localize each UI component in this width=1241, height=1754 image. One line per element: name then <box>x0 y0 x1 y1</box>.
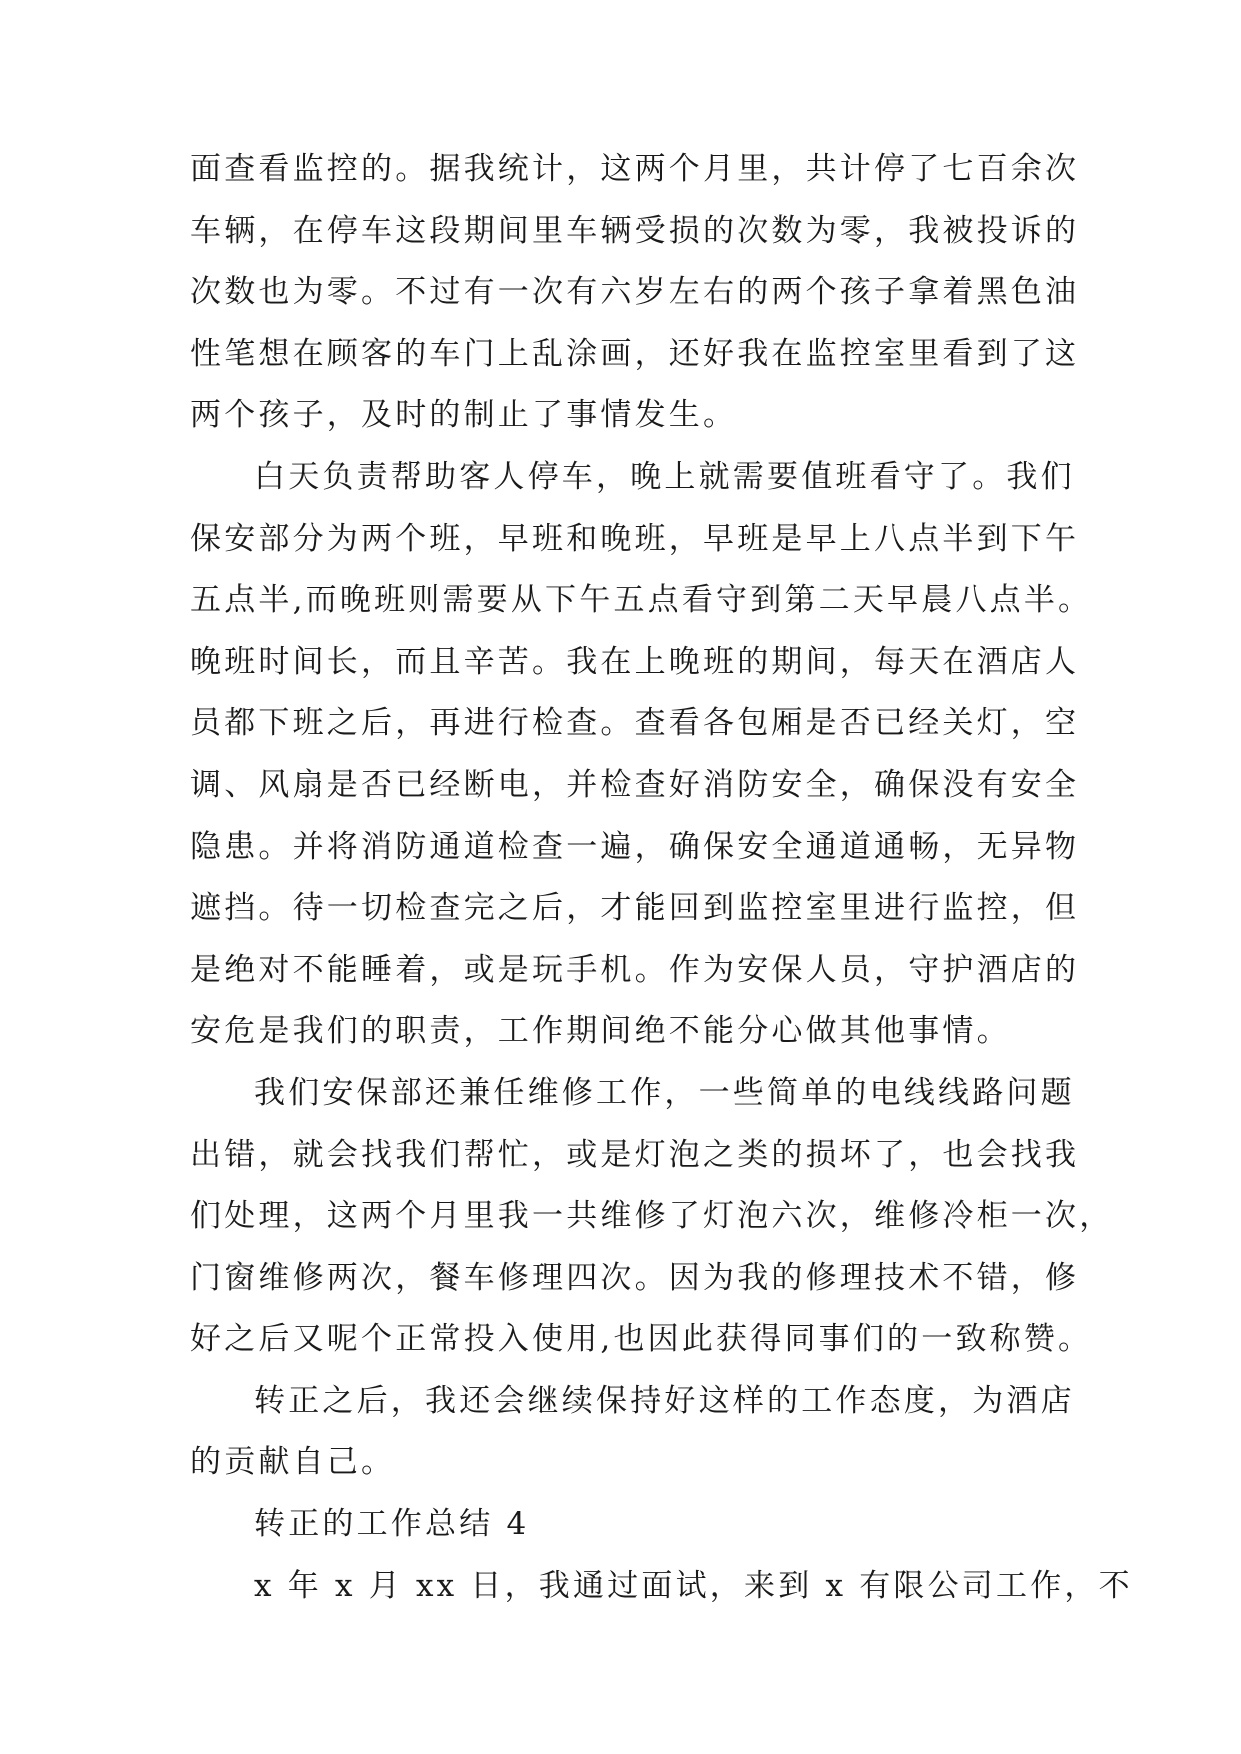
text-line: 们处理，这两个月里我一共维修了灯泡六次，维修冷柜一次， <box>190 1198 1114 1235</box>
text-line: 晚班时间长，而且辛苦。我在上晚班的期间，每天在酒店人 <box>190 643 1080 680</box>
text-line: 安危是我们的职责，工作期间绝不能分心做其他事情。 <box>190 1013 1011 1050</box>
text-line: 转正之后，我还会继续保持好这样的工作态度，为酒店 <box>254 1382 1075 1419</box>
text-line: 保安部分为两个班，早班和晚班，早班是早上八点半到下午 <box>190 520 1080 557</box>
text-line: 员都下班之后，再进行检查。查看各包厢是否已经关灯，空 <box>190 705 1080 742</box>
text-line: 出错，就会找我们帮忙，或是灯泡之类的损坏了，也会找我 <box>190 1136 1080 1173</box>
text-line: 隐患。并将消防通道检查一遍，确保安全通道通畅，无异物 <box>190 828 1080 865</box>
text-line: 次数也为零。不过有一次有六岁左右的两个孩子拿着黑色油 <box>190 274 1080 311</box>
text-line: 好之后又呢个正常投入使用,也因此获得同事们的一致称赞。 <box>190 1321 1093 1358</box>
text-line: 两个孩子，及时的制止了事情发生。 <box>190 397 738 434</box>
text-line: 白天负责帮助客人停车，晚上就需要值班看守了。我们 <box>254 458 1075 495</box>
text-line: 我们安保部还兼任维修工作，一些简单的电线线路问题 <box>254 1074 1075 1111</box>
document-body <box>190 139 1133 1617</box>
text-line: 是绝对不能睡着，或是玩手机。作为安保人员，守护酒店的 <box>190 951 1080 988</box>
text-line: 门窗维修两次，餐车修理四次。因为我的修理技术不错，修 <box>190 1259 1080 1296</box>
text-line: 车辆，在停车这段期间里车辆受损的次数为零，我被投诉的 <box>190 212 1080 249</box>
text-line: 性笔想在顾客的车门上乱涂画，还好我在监控室里看到了这 <box>190 335 1080 372</box>
text-line: 遮挡。待一切检查完之后，才能回到监控室里进行监控，但 <box>190 890 1080 927</box>
text-line: 的贡献自己。 <box>190 1444 396 1481</box>
text-line: x 年 x 月 xx 日，我通过面试，来到 x 有限公司工作，不 <box>254 1567 1133 1604</box>
text-line: 面查看监控的。据我统计，这两个月里，共计停了七百余次 <box>190 151 1080 187</box>
text-line: 调、风扇是否已经断电，并检查好消防安全，确保没有安全 <box>190 766 1080 803</box>
text-line: 转正的工作总结 4 <box>254 1506 530 1543</box>
text-line: 五点半,而晚班则需要从下午五点看守到第二天早晨八点半。 <box>190 582 1093 619</box>
